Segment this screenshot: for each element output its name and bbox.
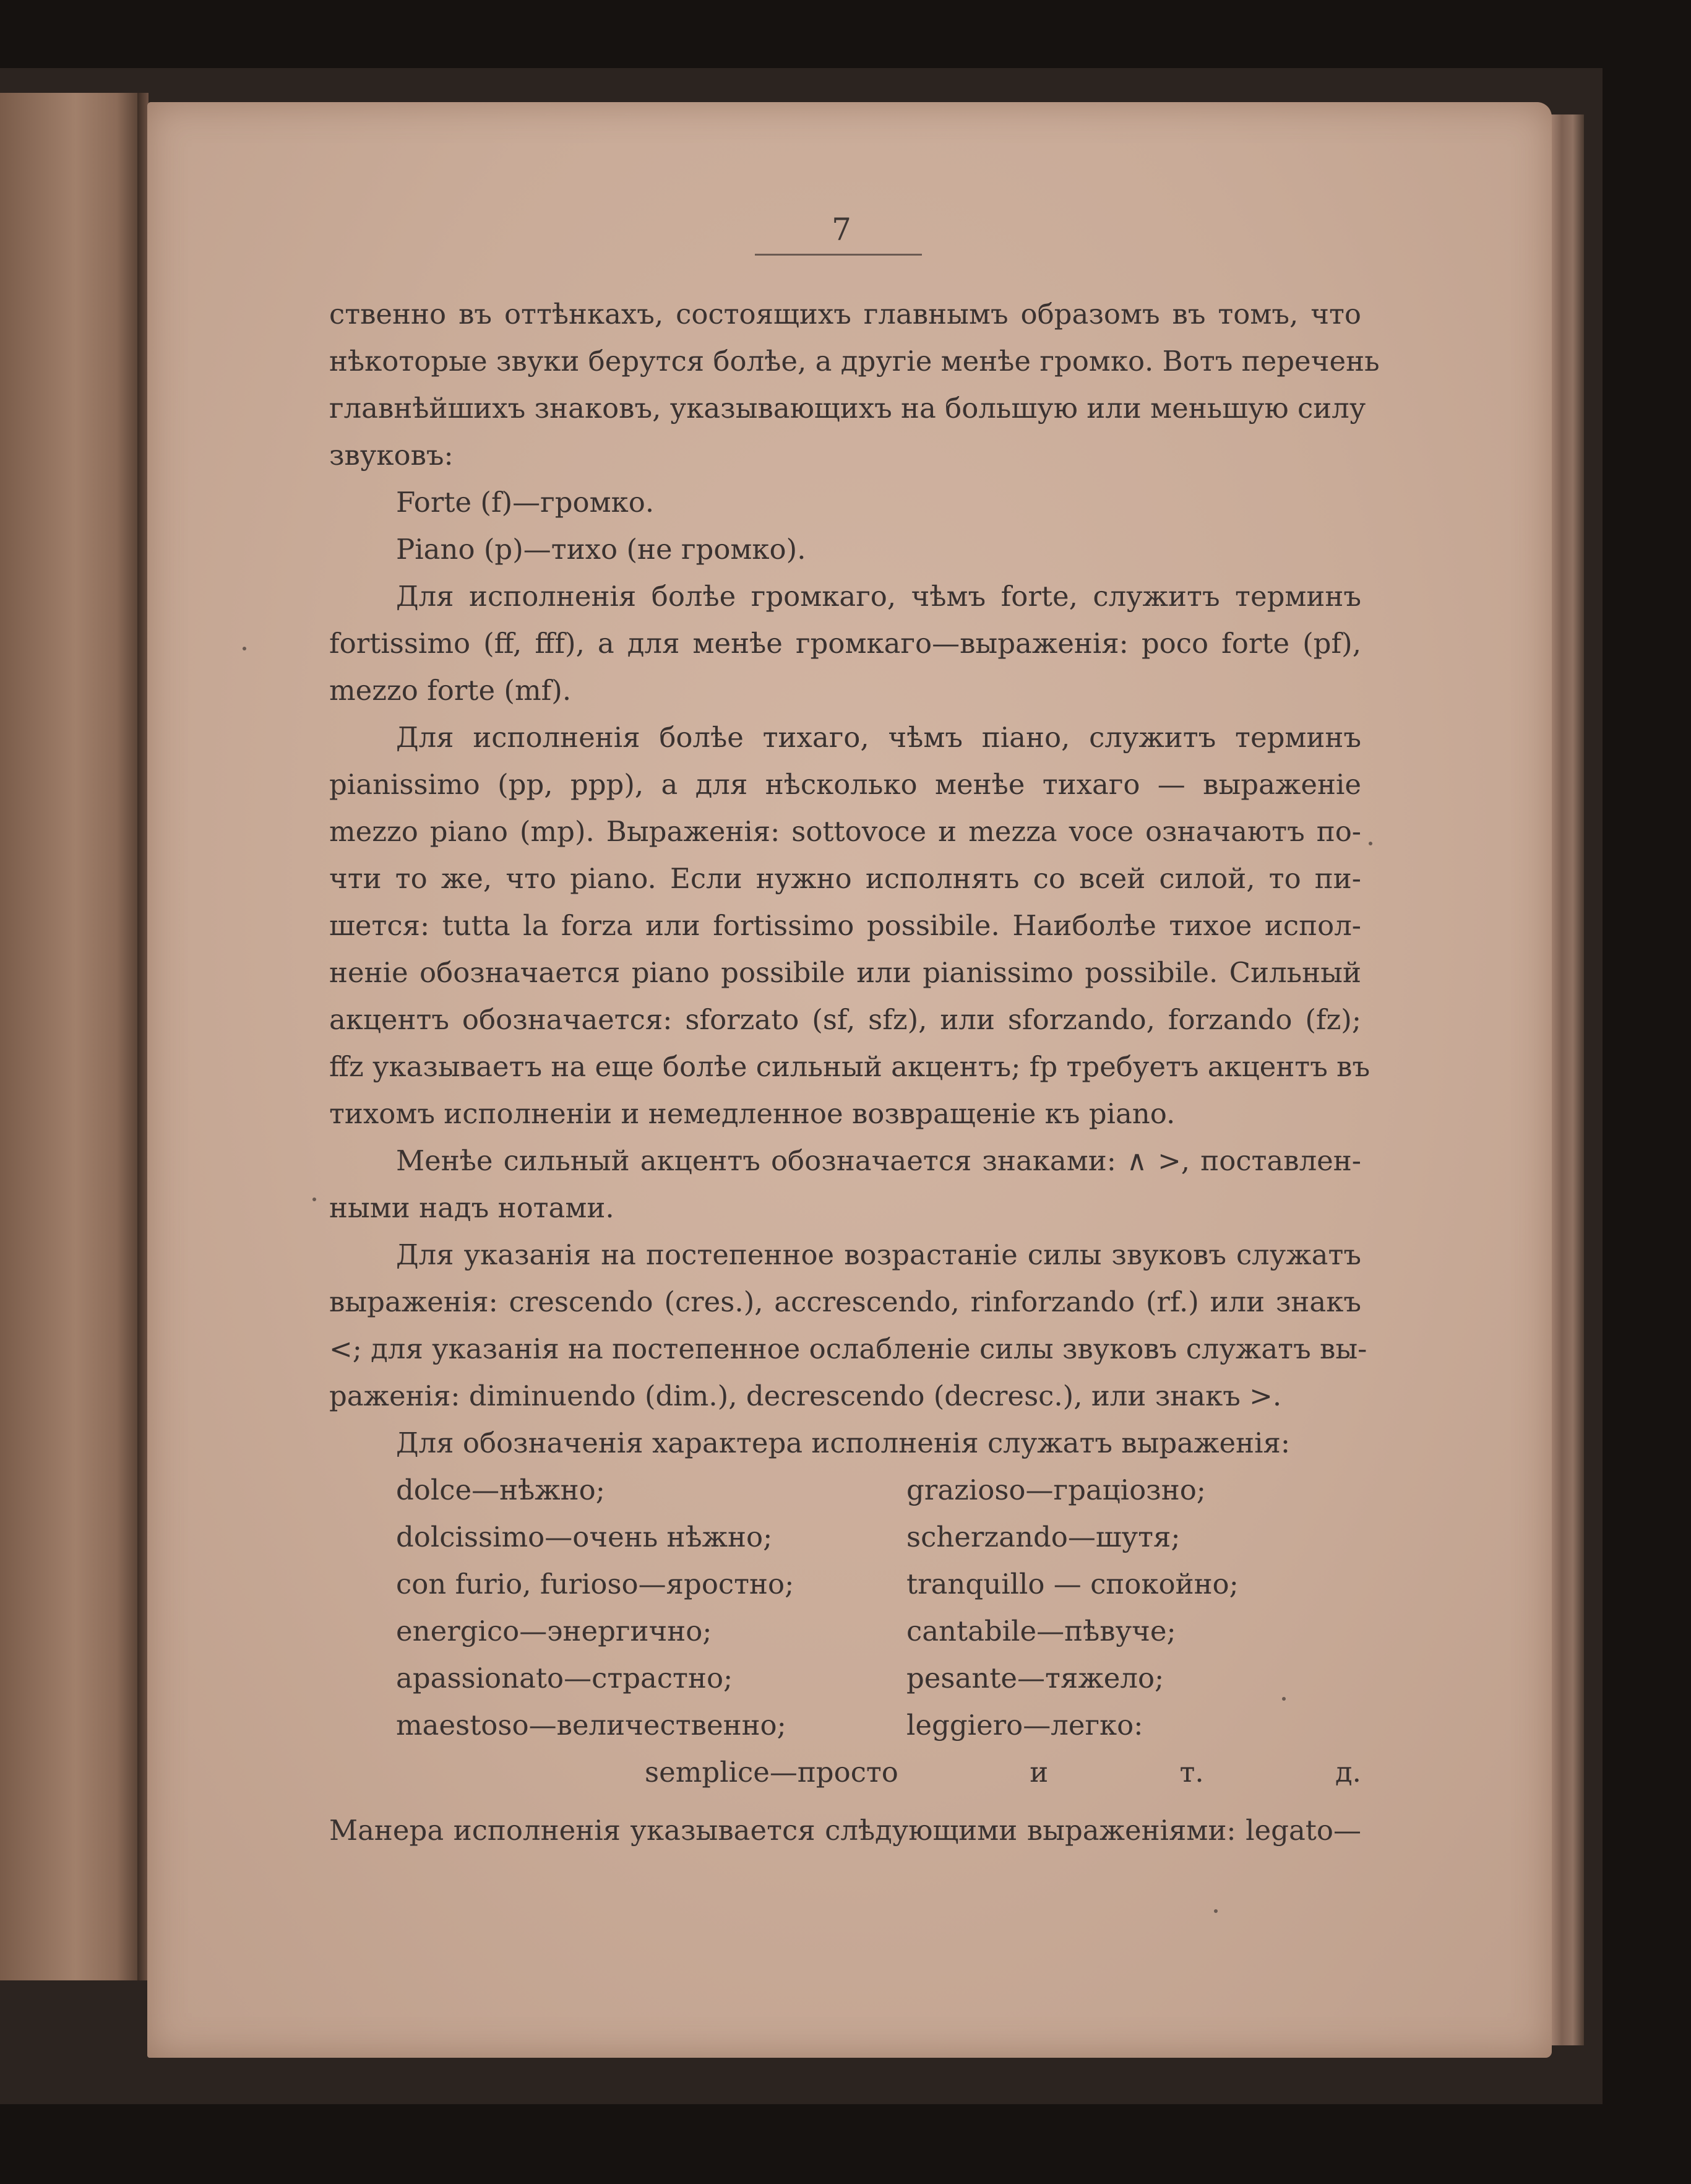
- text-line: fortissimo (ff, fff), а для менѣе громкаго—выраженія: poco forte (pf),: [329, 627, 1361, 660]
- text-line: Для исполненія болѣе громкаго, чѣмъ forte, служитъ терминъ: [396, 580, 1361, 613]
- term-entry: grazioso—граціозно;: [906, 1474, 1206, 1506]
- text-line: ственно въ оттѣнкахъ, состоящихъ главнымъ образомъ въ томъ, что: [329, 298, 1361, 330]
- page-number-rule: [755, 254, 922, 256]
- terms-table: [329, 1467, 1361, 1749]
- text-line: ffz указываетъ на еще болѣе сильный акцентъ; fp требуетъ акцентъ въ: [329, 1050, 1370, 1083]
- text-line: шется: tutta la forza или fortissimo possibile. Наиболѣе тихое испол-: [329, 909, 1361, 942]
- term-entry: energico—энергично;: [396, 1615, 712, 1647]
- text-line: акцентъ обозначается: sforzato (sf, sfz), или sforzando, forzando (fz);: [329, 1003, 1361, 1036]
- paper-speck: [312, 1198, 316, 1201]
- text-line: неніе обозначается piano possibile или pianissimo possibile. Сильный: [329, 956, 1361, 989]
- paper-speck: [1282, 1697, 1286, 1701]
- text-line: тихомъ исполненіи и немедленное возвращеніе къ piano.: [329, 1097, 1176, 1130]
- term-entry: dolce—нѣжно;: [396, 1474, 605, 1506]
- text-line: звуковъ:: [329, 439, 454, 472]
- paper-speck: [1369, 842, 1372, 845]
- term-entry: tranquillo — спокойно;: [906, 1568, 1239, 1600]
- text-line: раженія: diminuendo (dim.), decrescendo (decresc.), или знакъ >.: [329, 1379, 1282, 1412]
- term-entry: maestoso—величественно;: [396, 1709, 786, 1742]
- text-line: Для исполненія болѣе тихаго, чѣмъ піано, служитъ терминъ: [396, 721, 1361, 754]
- facing-page-edge: [0, 93, 137, 1980]
- text-line: pianissimo (pp, ppp), а для нѣсколько менѣе тихаго — выраженіе: [329, 768, 1361, 801]
- term-entry: cantabile—пѣвуче;: [906, 1615, 1176, 1647]
- text-line: ными надъ нотами.: [329, 1191, 614, 1224]
- text-line: чти то же, что piano. Если нужно исполнять со всей силой, то пи-: [329, 862, 1361, 895]
- text-line: выраженія: crescendo (cres.), accrescendo, rinforzando (rf.) или знакъ: [329, 1285, 1361, 1318]
- text-line: <; для указанія на постепенное ослабленіе силы звуковъ служатъ вы-: [329, 1332, 1367, 1365]
- terms-footer: semplice—просто и т. д.: [645, 1756, 1361, 1789]
- term-entry: leggiero—легко:: [906, 1709, 1143, 1742]
- term-entry: con furio, furioso—яростно;: [396, 1568, 794, 1600]
- text-line: Менѣе сильный акцентъ обозначается знаками: ∧ >, поставлен-: [396, 1144, 1361, 1177]
- text-line: Для обозначенія характера исполненія служатъ выраженія:: [396, 1427, 1291, 1459]
- page-stack-edge: [1547, 114, 1584, 2045]
- text-line: Forte (f)—громко.: [396, 486, 655, 519]
- term-entry: apassionato—страстно;: [396, 1662, 733, 1694]
- term-entry: dolcissimo—очень нѣжно;: [396, 1521, 773, 1553]
- text-line: главнѣйшихъ знаковъ, указывающихъ на большую или меньшую силу: [329, 392, 1366, 425]
- paper-speck: [243, 647, 246, 650]
- page-body: [329, 291, 1380, 1854]
- text-line: нѣкоторые звуки берутся болѣе, а другіе менѣе громко. Вотъ перечень: [329, 345, 1380, 378]
- page-number: 7: [832, 212, 851, 248]
- text-line: Манера исполненія указывается слѣдующими выраженіями: legato—: [329, 1814, 1361, 1847]
- text-line: mezzo forte (mf).: [329, 674, 572, 707]
- paper-speck: [1214, 1909, 1218, 1913]
- term-entry: scherzando—шутя;: [906, 1521, 1181, 1553]
- text-line: Для указанія на постепенное возрастаніе силы звуковъ служатъ: [396, 1238, 1361, 1271]
- term-entry: pesante—тяжело;: [906, 1662, 1164, 1694]
- text-line: mezzo piano (mp). Выраженія: sottovoce и mezza voce означаютъ по-: [329, 815, 1361, 848]
- text-line: Piano (p)—тихо (не громко).: [396, 533, 806, 566]
